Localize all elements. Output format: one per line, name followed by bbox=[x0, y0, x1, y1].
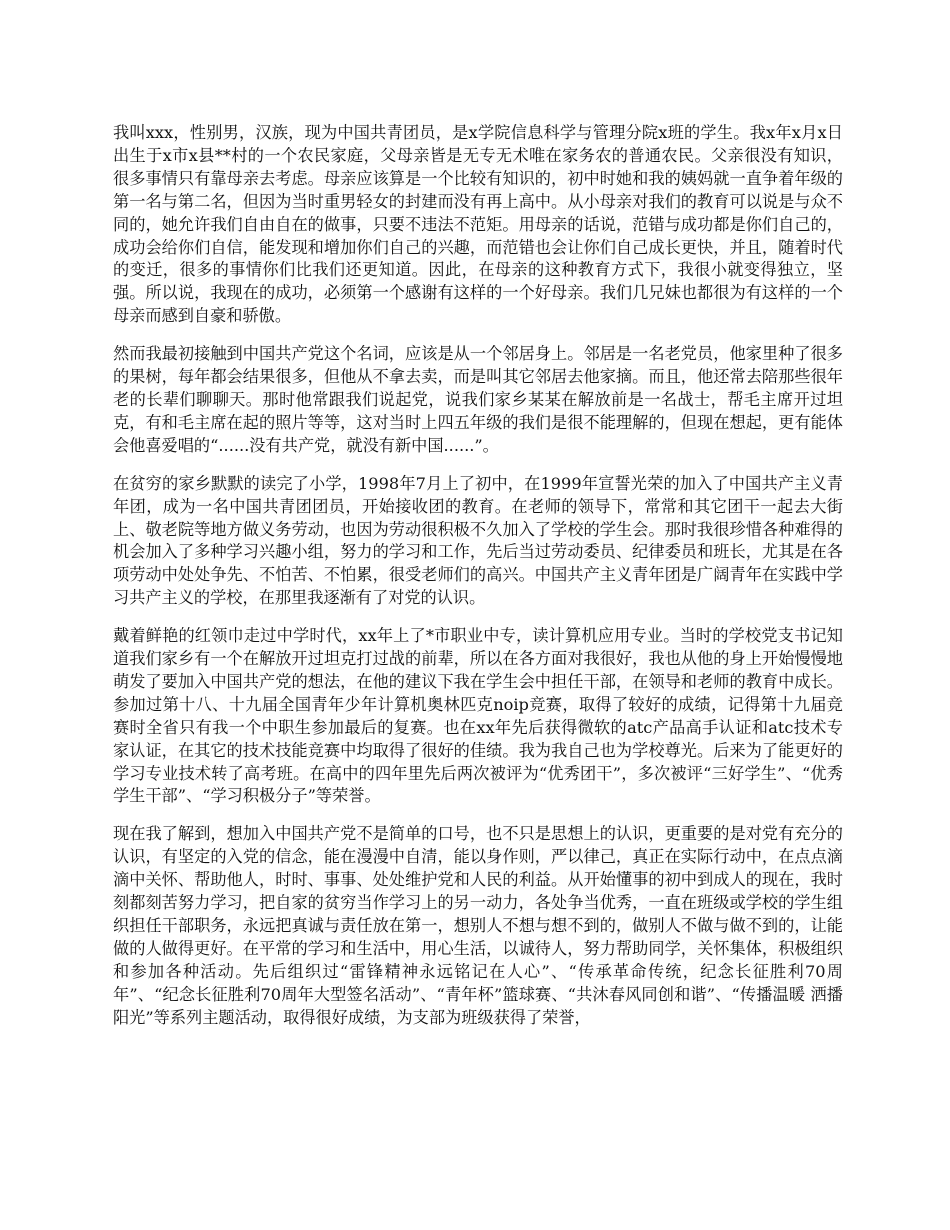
paragraph-vocational-school: 戴着鲜艳的红领巾走过中学时代，xx年上了*市职业中专，读计算机应用专业。当时的学校党支书记知道我们家乡有一个在解放开过坦克打过战的前辈，所以在各方面对我很好，我也从他的身上开始慢慢地萌发了要加入中国共产党的想法，在他的建议下我在学生会中担任干部，在领导和老师的教育中成长。参加过第十八、十九届全国青年少年计算机奥林匹克noip竞赛，取得了较好的成绩，记得第十九届竞赛时全省只有我一个中职生参加最后的复赛。也在xx年先后获得微软的atc产品高手认证和atc技术专家认证，在其它的技术技能竞赛中均取得了很好的佳绩。我为我自己也为学校尊光。后来为了能更好的学习专业技术转了高考班。在高中的四年里先后两次被评为“优秀团干”，多次被评“三好学生”、“优秀学生干部”、“学习积极分子”等荣誉。 bbox=[113, 626, 843, 806]
paragraph-youth-league: 在贫穷的家乡默默的读完了小学，1998年7月上了初中，在1999年宣誓光荣的加入了中国共产主义青年团，成为一名中国共青团团员，开始接收团的教育。在老师的领导下，常常和其它团干一起去大街上、敬老院等地方做义务劳动，也因为劳动很积极不久加入了学校的学生会。那时我很珍惜各种难得的机会加入了多种学习兴趣小组，努力的学习和工作，先后当过劳动委员、纪律委员和班长，尤其是在各项劳动中处处争先、不怕苦、不怕累，很受老师们的高兴。中国共产主义青年团是广阔青年在实践中学习共产主义的学校，在那里我逐渐有了对党的认识。 bbox=[113, 473, 843, 608]
paragraph-current-understanding: 现在我了解到，想加入中国共产党不是简单的口号，也不只是思想上的认识，更重要的是对党有充分的认识，有坚定的入党的信念，能在漫漫中自清，能以身作则，严以律己，真正在实际行动中，在点点滴滴中关怀、帮助他人，时时、事事、处处维护党和人民的利益。从开始懂事的初中到成人的现在，我时刻都刻苦努力学习，把自家的贫穷当作学习上的另一动力，各处争当优秀，一直在班级或学校的学生组织担任干部职务，永远把真诚与责任放在第一，想别人不想与想不到的，做别人不做与做不到的，让能做的人做得更好。在平常的学习和生活中，用心生活，以诚待人，努力帮助同学，关怀集体，积极组织和参加各种活动。先后组织过“雷锋精神永远铭记在人心”、“传承革命传统，纪念长征胜利70周年”、“纪念长征胜利70周年大型签名活动”、“青年杯”篮球赛、“共沐春风同创和谐”、“传播温暖 洒播阳光”等系列主题活动，取得很好成绩，为支部为班级获得了荣誉， bbox=[113, 824, 843, 1027]
document-body bbox=[113, 122, 843, 1045]
paragraph-family-background: 我叫xxx，性别男，汉族，现为中国共青团员，是x学院信息科学与管理分院x班的学生。我x年x月x日出生于x市x县**村的一个农民家庭，父母亲皆是无专无术唯在家务农的普通农民。父亲很没有知识，很多事情只有靠母亲去考虑。母亲应该算是一个比较有知识的，初中时她和我的姨妈就一直争着年级的第一名与第二名，但因为当时重男轻女的封建而没有再上高中。从小母亲对我们的教育可以说是与众不同的，她允许我们自由自在的做事，只要不违法不范矩。用母亲的话说，范错与成功都是你们自己的，成功会给你们自信，能发现和增加你们自己的兴趣，而范错也会让你们自己成长更快，并且，随着时代的变迁，很多的事情你们比我们还更知道。因此，在母亲的这种教育方式下，我很小就变得独立，坚强。所以说，我现在的成功，必须第一个感谢有这样的一个好母亲。我们几兄妹也都很为有这样的一个母亲而感到自豪和骄傲。 bbox=[113, 123, 843, 326]
paragraph-first-contact-with-party: 然而我最初接触到中国共产党这个名词，应该是从一个邻居身上。邻居是一名老党员，他家里种了很多的果树，每年都会结果很多，但他从不拿去卖，而是叫其它邻居去他家摘。而且，他还常去陪那些很年老的长辈们聊聊天。那时他常跟我们说起党，说我们家乡某某在解放前是一名战士，帮毛主席开过坦克，有和毛主席在起的照片等等，这对当时上四五年级的我们是很不能理解的，但现在想起，更有能体会他喜爱唱的“......没有共产党，就没有新中国......”。 bbox=[113, 344, 843, 455]
